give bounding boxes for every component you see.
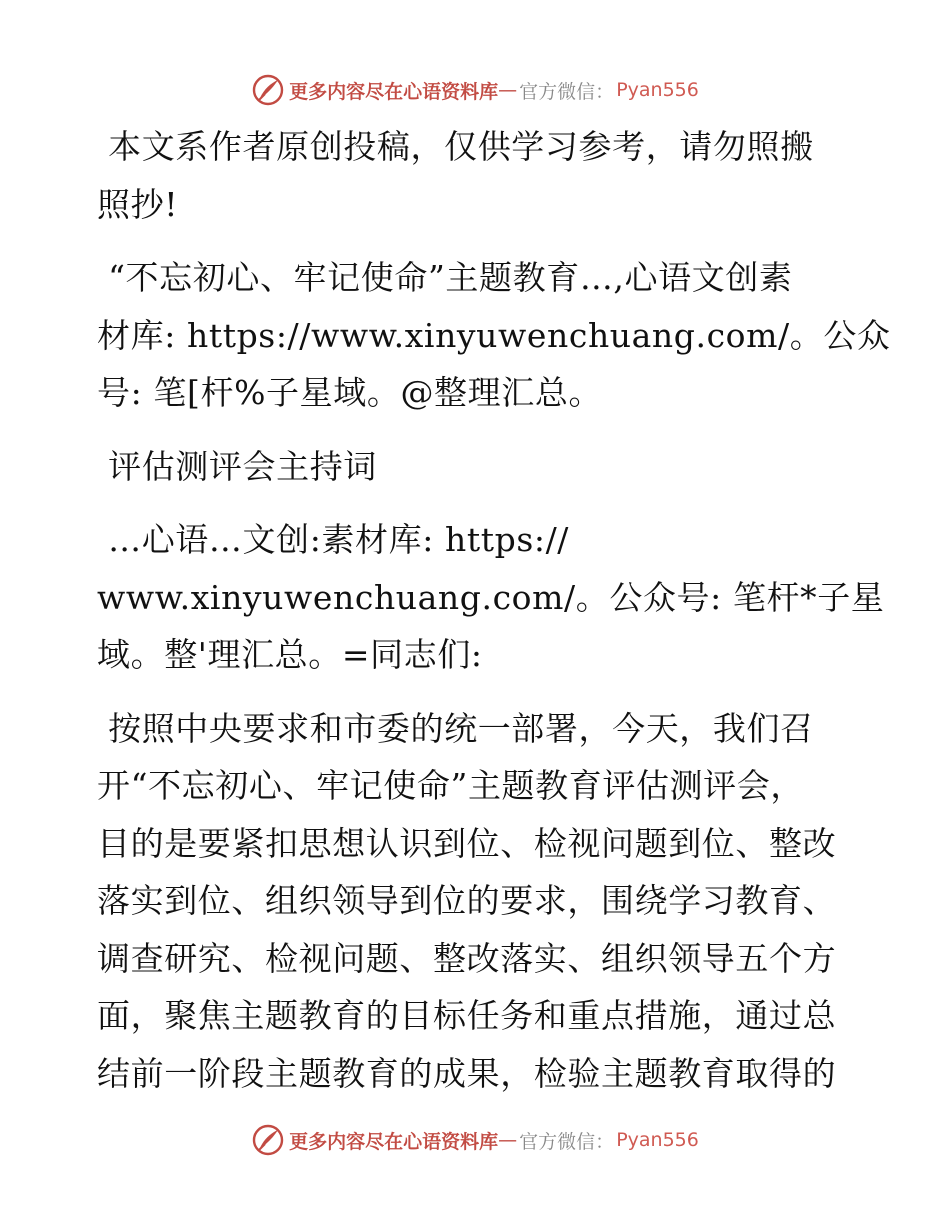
paragraph-greeting [97, 511, 885, 684]
paragraph-source-notice [97, 249, 891, 422]
text-line: 调查研究、检视问题、整改落实、组织领导五个方 [97, 938, 837, 978]
text-line: …心语…文创:素材库: https:// [97, 520, 570, 559]
text-line: 开“不忘初心、牢记使命”主题教育评估测评会， [97, 766, 804, 805]
quill-logo-icon [251, 1123, 285, 1157]
text-line: 面，聚焦主题教育的目标任务和重点措施，通过总 [97, 996, 837, 1035]
footer-watermark-banner [0, 1120, 950, 1160]
text-line: “不忘初心、牢记使命”主题教育…,心语文创素 [97, 258, 793, 297]
banner-account: Pyan556 [616, 1129, 699, 1151]
text-line: 材库: https://www.xinyuwenchuang.com/。公众 [97, 315, 891, 355]
text-line: 域。整'理汇总。=同志们: [97, 635, 483, 674]
banner-dash: — [498, 79, 518, 101]
text-line: 按照中央要求和市委的统一部署，今天，我们召 [97, 708, 814, 748]
text-line: 号: 笔[杆%子星域。@整理汇总。 [97, 373, 603, 412]
document-body [97, 118, 891, 1102]
text-line: 评估测评会主持词 [97, 446, 377, 486]
banner-main-text: 更多内容尽在心语资料库 [289, 1130, 499, 1153]
text-line: 结前一阶段主题教育的成果，检验主题教育取得的 [97, 1053, 837, 1093]
text-line: 照抄! [97, 184, 179, 224]
banner-wechat-label: 官方微信： [519, 80, 615, 103]
text-line: 本文系作者原创投稿，仅供学习参考，请勿照搬 [97, 127, 814, 166]
paragraph-body [97, 700, 867, 1103]
paragraph-disclaimer [97, 118, 867, 233]
text-line: 落实到位、组织领导到位的要求，围绕学习教育、 [97, 881, 837, 920]
quill-logo-icon [251, 73, 285, 107]
banner-wechat-label: 官方微信： [519, 1130, 615, 1153]
banner-account: Pyan556 [616, 79, 699, 101]
text-line: 目的是要紧扣思想认识到位、检视问题到位、整改 [97, 823, 837, 863]
document-title [97, 438, 867, 496]
text-line: www.xinyuwenchuang.com/。公众号: 笔杆*子星 [97, 577, 885, 617]
banner-dash: — [498, 1129, 518, 1151]
header-watermark-banner [0, 70, 950, 110]
banner-main-text: 更多内容尽在心语资料库 [289, 80, 499, 103]
